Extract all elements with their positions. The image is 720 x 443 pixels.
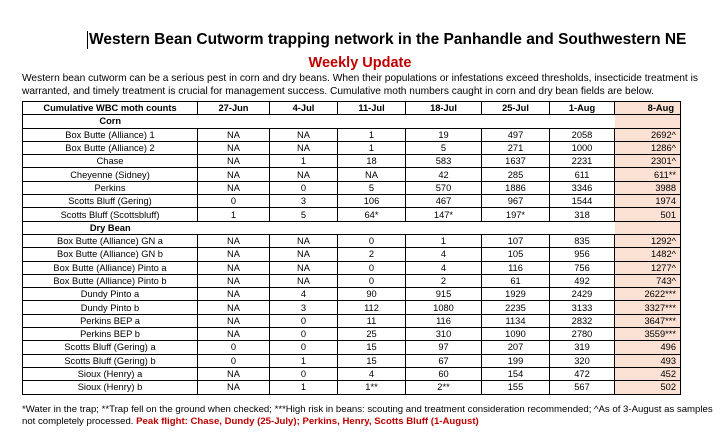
row-label: Scotts Bluff (Scottsbluff) xyxy=(23,208,198,221)
count-cell: 452 xyxy=(615,367,681,380)
count-cell: 147* xyxy=(406,208,482,221)
table-row xyxy=(23,181,681,194)
count-cell: 107 xyxy=(482,234,550,247)
section-blank-cell xyxy=(550,221,615,234)
section-header-row xyxy=(23,221,681,234)
count-cell: 3 xyxy=(270,301,338,314)
count-cell: 0 xyxy=(198,195,270,208)
count-cell: 0 xyxy=(198,341,270,354)
column-header: 1-Aug xyxy=(550,102,615,115)
section-blank-cell xyxy=(198,221,270,234)
table-row xyxy=(23,208,681,221)
section-blank-cell xyxy=(406,221,482,234)
count-cell: 1482^ xyxy=(615,248,681,261)
count-cell: 0 xyxy=(338,234,406,247)
count-cell: NA xyxy=(198,168,270,181)
count-cell: 116 xyxy=(406,314,482,327)
count-cell: 1292^ xyxy=(615,234,681,247)
row-label: Scotts Bluff (Gering) a xyxy=(23,341,198,354)
section-label: Dry Bean xyxy=(23,221,198,234)
table-row xyxy=(23,381,681,394)
count-cell: 3988 xyxy=(615,181,681,194)
count-cell: 4 xyxy=(338,367,406,380)
section-blank-cell xyxy=(406,115,482,128)
column-header: 18-Jul xyxy=(406,102,482,115)
count-cell: 1** xyxy=(338,381,406,394)
column-header: 27-Jun xyxy=(198,102,270,115)
count-cell: 3133 xyxy=(550,301,615,314)
count-cell: NA xyxy=(198,328,270,341)
count-cell: NA xyxy=(198,367,270,380)
row-label: Perkins BEP a xyxy=(23,314,198,327)
count-cell: 42 xyxy=(406,168,482,181)
count-cell: NA xyxy=(198,128,270,141)
count-cell: 97 xyxy=(406,341,482,354)
section-blank-cell xyxy=(338,221,406,234)
table-row xyxy=(23,354,681,367)
count-cell: NA xyxy=(198,234,270,247)
count-cell: 502 xyxy=(615,381,681,394)
count-cell: 207 xyxy=(482,341,550,354)
count-cell: 496 xyxy=(615,341,681,354)
count-cell: 467 xyxy=(406,195,482,208)
count-cell: 5 xyxy=(338,181,406,194)
count-cell: 1 xyxy=(270,354,338,367)
row-label: Box Butte (Alliance) 1 xyxy=(23,128,198,141)
footnotes xyxy=(22,404,716,428)
section-blank-cell xyxy=(270,221,338,234)
count-cell: NA xyxy=(198,155,270,168)
count-cell: NA xyxy=(198,248,270,261)
count-cell: 4 xyxy=(270,288,338,301)
moth-count-table xyxy=(22,101,681,395)
count-cell: 3647*** xyxy=(615,314,681,327)
count-cell: 15 xyxy=(338,354,406,367)
count-cell: 1 xyxy=(338,141,406,154)
section-blank-cell xyxy=(482,115,550,128)
row-label: Perkins xyxy=(23,181,198,194)
count-cell: 199 xyxy=(482,354,550,367)
row-label: Box Butte (Alliance) Pinto b xyxy=(23,274,198,287)
row-label: Box Butte (Alliance) GN a xyxy=(23,234,198,247)
section-blank-cell xyxy=(270,115,338,128)
count-cell: 2832 xyxy=(550,314,615,327)
count-cell: 1090 xyxy=(482,328,550,341)
count-cell: NA xyxy=(198,141,270,154)
count-cell: 197* xyxy=(482,208,550,221)
table-row xyxy=(23,195,681,208)
table-header-row xyxy=(23,102,681,115)
row-label: Box Butte (Alliance) GN b xyxy=(23,248,198,261)
count-cell: 2 xyxy=(338,248,406,261)
section-blank-cell xyxy=(615,221,681,234)
count-cell: NA xyxy=(198,314,270,327)
count-cell: 2235 xyxy=(482,301,550,314)
count-cell: 310 xyxy=(406,328,482,341)
count-cell: 61 xyxy=(482,274,550,287)
column-header: Cumulative WBC moth counts xyxy=(23,102,198,115)
count-cell: 105 xyxy=(482,248,550,261)
table-row xyxy=(23,141,681,154)
row-label: Sioux (Henry) b xyxy=(23,381,198,394)
count-cell: 1 xyxy=(270,381,338,394)
count-cell: 2301^ xyxy=(615,155,681,168)
section-blank-cell xyxy=(550,115,615,128)
row-label: Dundy Pinto b xyxy=(23,301,198,314)
row-label: Box Butte (Alliance) 2 xyxy=(23,141,198,154)
count-cell: NA xyxy=(198,288,270,301)
count-cell: 320 xyxy=(550,354,615,367)
count-cell: 570 xyxy=(406,181,482,194)
count-cell: NA xyxy=(270,168,338,181)
row-label: Sioux (Henry) a xyxy=(23,367,198,380)
count-cell: 835 xyxy=(550,234,615,247)
row-label: Scotts Bluff (Gering) b xyxy=(23,354,198,367)
count-cell: 15 xyxy=(338,341,406,354)
count-cell: 1974 xyxy=(615,195,681,208)
column-header: 25-Jul xyxy=(482,102,550,115)
table-row xyxy=(23,248,681,261)
count-cell: 493 xyxy=(615,354,681,367)
count-cell: 4 xyxy=(406,248,482,261)
count-cell: 2** xyxy=(406,381,482,394)
count-cell: 3 xyxy=(270,195,338,208)
count-cell: NA xyxy=(198,261,270,274)
count-cell: NA xyxy=(270,248,338,261)
count-cell: NA xyxy=(338,168,406,181)
table-row xyxy=(23,314,681,327)
count-cell: NA xyxy=(270,261,338,274)
count-cell: 743^ xyxy=(615,274,681,287)
count-cell: 1277^ xyxy=(615,261,681,274)
count-cell: 116 xyxy=(482,261,550,274)
count-cell: 611 xyxy=(550,168,615,181)
count-cell: 319 xyxy=(550,341,615,354)
count-cell: 497 xyxy=(482,128,550,141)
table-row xyxy=(23,155,681,168)
count-cell: 18 xyxy=(338,155,406,168)
count-cell: 318 xyxy=(550,208,615,221)
count-cell: NA xyxy=(198,381,270,394)
section-label: Corn xyxy=(23,115,198,128)
row-label: Scotts Bluff (Gering) xyxy=(23,195,198,208)
page-title: Western Bean Cutworm trapping network in the Panhandle and Southwestern NE xyxy=(89,31,687,48)
count-cell: 2429 xyxy=(550,288,615,301)
count-cell: 0 xyxy=(270,181,338,194)
count-cell: 1637 xyxy=(482,155,550,168)
count-cell: 5 xyxy=(270,208,338,221)
count-cell: 1286^ xyxy=(615,141,681,154)
count-cell: NA xyxy=(198,274,270,287)
count-cell: 1544 xyxy=(550,195,615,208)
count-cell: 3346 xyxy=(550,181,615,194)
intro-paragraph: Western bean cutworm can be a serious pest in corn and dry beans. When their populations or infestations exceed thresholds, insecticide treatment is warranted, and timely treatment is crucial for management success. Cumulative moth numbers caught in corn and dry bean fields are below. xyxy=(22,73,698,97)
count-cell: 90 xyxy=(338,288,406,301)
table-row xyxy=(23,288,681,301)
count-cell: 67 xyxy=(406,354,482,367)
count-cell: 2231 xyxy=(550,155,615,168)
count-cell: 2622*** xyxy=(615,288,681,301)
count-cell: 915 xyxy=(406,288,482,301)
count-cell: 1 xyxy=(198,208,270,221)
section-header-row xyxy=(23,115,681,128)
table-row xyxy=(23,261,681,274)
count-cell: NA xyxy=(270,274,338,287)
count-cell: 1080 xyxy=(406,301,482,314)
count-cell: 4 xyxy=(406,261,482,274)
section-blank-cell xyxy=(338,115,406,128)
count-cell: 956 xyxy=(550,248,615,261)
count-cell: 0 xyxy=(198,354,270,367)
count-cell: 2692^ xyxy=(615,128,681,141)
count-cell: 25 xyxy=(338,328,406,341)
count-cell: NA xyxy=(198,301,270,314)
count-cell: NA xyxy=(270,128,338,141)
count-cell: 0 xyxy=(270,314,338,327)
table-row xyxy=(23,274,681,287)
table-row xyxy=(23,128,681,141)
column-header: 11-Jul xyxy=(338,102,406,115)
column-header: 8-Aug xyxy=(615,102,681,115)
count-cell: 567 xyxy=(550,381,615,394)
section-blank-cell xyxy=(198,115,270,128)
count-cell: 3327*** xyxy=(615,301,681,314)
section-blank-cell xyxy=(482,221,550,234)
count-cell: 0 xyxy=(338,261,406,274)
count-cell: 19 xyxy=(406,128,482,141)
count-cell: 472 xyxy=(550,367,615,380)
count-cell: 501 xyxy=(615,208,681,221)
count-cell: 967 xyxy=(482,195,550,208)
count-cell: 2780 xyxy=(550,328,615,341)
row-label: Perkins BEP b xyxy=(23,328,198,341)
count-cell: NA xyxy=(270,234,338,247)
count-cell: 1886 xyxy=(482,181,550,194)
count-cell: 0 xyxy=(270,341,338,354)
count-cell: 2 xyxy=(406,274,482,287)
table-row xyxy=(23,168,681,181)
count-cell: 64* xyxy=(338,208,406,221)
row-label: Box Butte (Alliance) Pinto a xyxy=(23,261,198,274)
row-label: Chase xyxy=(23,155,198,168)
table-row xyxy=(23,341,681,354)
count-cell: 0 xyxy=(270,328,338,341)
count-cell: 492 xyxy=(550,274,615,287)
count-cell: 1 xyxy=(406,234,482,247)
count-cell: 1000 xyxy=(550,141,615,154)
count-cell: 60 xyxy=(406,367,482,380)
table-row xyxy=(23,301,681,314)
row-label: Cheyenne (Sidney) xyxy=(23,168,198,181)
count-cell: 155 xyxy=(482,381,550,394)
count-cell: 1929 xyxy=(482,288,550,301)
count-cell: 1 xyxy=(338,128,406,141)
peak-flight-note: Peak flight: Chase, Dundy (25-July); Perkins, Henry, Scotts Bluff (1-August) xyxy=(136,416,479,428)
count-cell: 154 xyxy=(482,367,550,380)
count-cell: 106 xyxy=(338,195,406,208)
count-cell: 112 xyxy=(338,301,406,314)
count-cell: 0 xyxy=(270,367,338,380)
column-header: 4-Jul xyxy=(270,102,338,115)
page-subtitle: Weekly Update xyxy=(308,55,412,71)
count-cell: 2058 xyxy=(550,128,615,141)
footnote-text: *Water in the trap; **Trap fell on the ground when checked; ***High risk in beans: scouting and treatment consideration recommended; ^As of 3-August as samples not completely processed. xyxy=(22,404,713,428)
count-cell: 285 xyxy=(482,168,550,181)
row-label: Dundy Pinto a xyxy=(23,288,198,301)
table-row xyxy=(23,234,681,247)
table-row xyxy=(23,328,681,341)
count-cell: 11 xyxy=(338,314,406,327)
section-blank-cell xyxy=(615,115,681,128)
count-cell: 271 xyxy=(482,141,550,154)
count-cell: 756 xyxy=(550,261,615,274)
count-cell: 5 xyxy=(406,141,482,154)
table-row xyxy=(23,367,681,380)
count-cell: 1 xyxy=(270,155,338,168)
count-cell: 1134 xyxy=(482,314,550,327)
count-cell: NA xyxy=(198,181,270,194)
count-cell: 3559*** xyxy=(615,328,681,341)
count-cell: 583 xyxy=(406,155,482,168)
count-cell: 0 xyxy=(338,274,406,287)
count-cell: 611** xyxy=(615,168,681,181)
count-cell: NA xyxy=(270,141,338,154)
